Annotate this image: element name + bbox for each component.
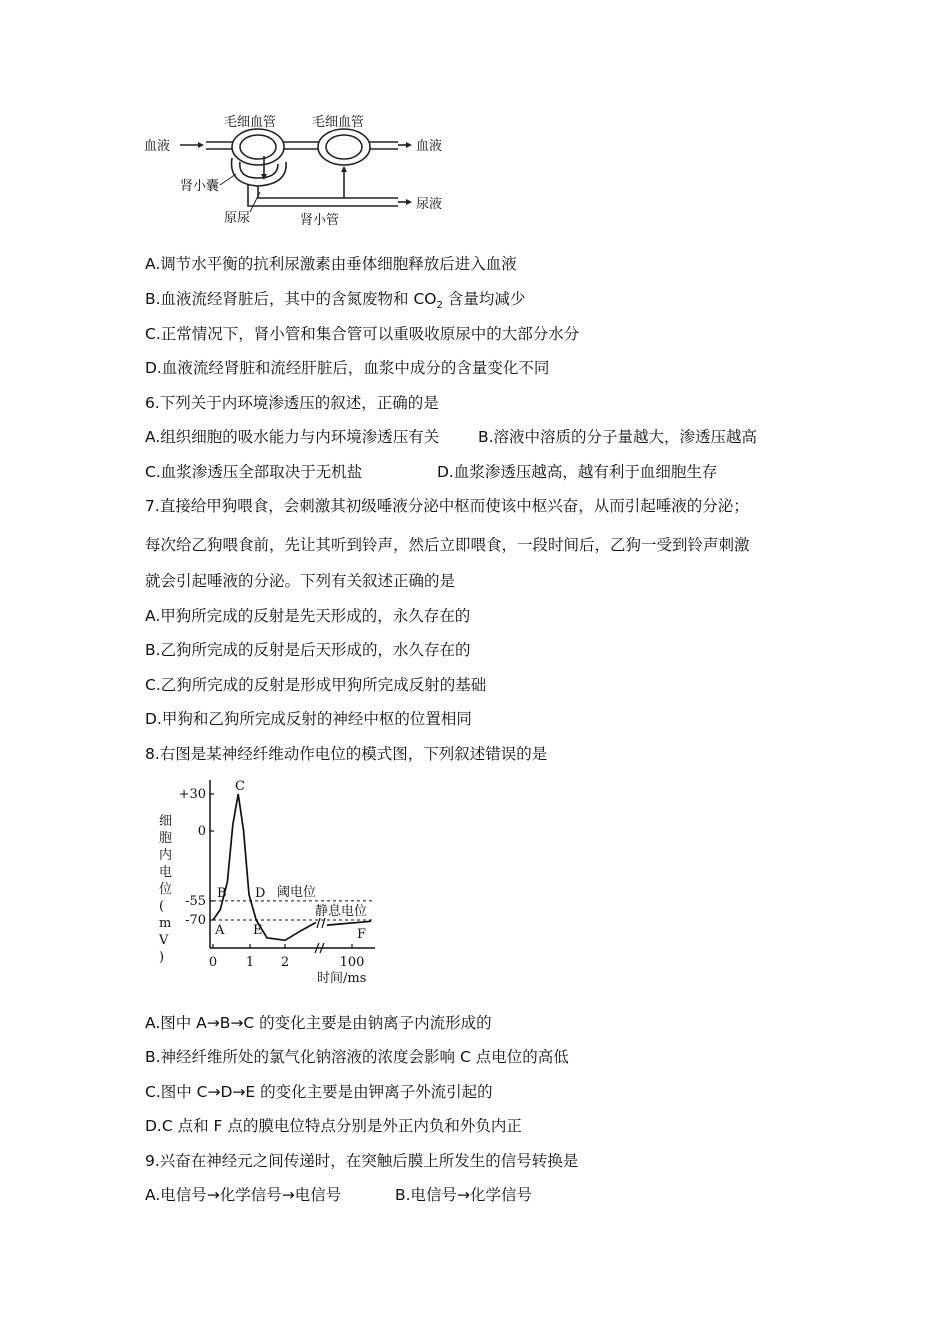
label-blood-out: 血液 bbox=[416, 139, 443, 154]
chart-ylabel-char: 胞 bbox=[159, 831, 173, 846]
q7-option-a: A.甲狗所完成的反射是先天形成的，永久存在的 bbox=[145, 607, 471, 625]
renal-tubule-bottom bbox=[248, 184, 398, 206]
point-label-e: E bbox=[253, 923, 263, 938]
chart-ticks bbox=[178, 787, 368, 970]
q7-option-c: C.乙狗所完成的反射是形成甲狗所完成反射的基础 bbox=[145, 676, 487, 694]
chart-ylabel-char: 电 bbox=[159, 865, 173, 880]
renal-tubule-top bbox=[258, 186, 398, 198]
point-label-f: F bbox=[357, 927, 367, 942]
q5-option-b-text: B.血液流经肾脏后，其中的含氮废物和 CO bbox=[145, 290, 437, 308]
q8-option-b: B.神经纤维所处的氯气化钠溶液的浓度会影响 C 点电位的高低 bbox=[145, 1048, 569, 1066]
chart-ylabel-char: 位 bbox=[159, 882, 173, 897]
label-tubule: 肾小管 bbox=[300, 213, 340, 228]
label-capillary-1: 毛细血管 bbox=[224, 115, 277, 130]
q8-option-c: C.图中 C→D→E 的变化主要是由钾离子外流引起的 bbox=[145, 1083, 493, 1101]
q7-stem-line-1: 7.直接给甲狗喂食，会刺激其初级唾液分泌中枢而使该中枢兴奋，从而引起唾液的分泌； bbox=[145, 497, 749, 515]
chart-ylabel-char: m bbox=[159, 916, 172, 931]
reference-line-label: 静息电位 bbox=[315, 904, 368, 919]
q6-option-d: D.血浆渗透压越高，越有利于血细胞生存 bbox=[437, 463, 718, 481]
q8-option-a: A.图中 A→B→C 的变化主要是由钠离子内流形成的 bbox=[145, 1014, 492, 1032]
label-blood-in: 血液 bbox=[144, 139, 171, 154]
q7-stem-line-2: 每次给乙狗喂食前，先让其听到铃声，然后立即喂食，一段时间后，乙狗一受到铃声刺激 bbox=[145, 536, 750, 554]
q9-stem: 9.兴奋在神经元之间传递时，在突触后膜上所发生的信号转换是 bbox=[145, 1152, 579, 1170]
reference-line-label: 阈电位 bbox=[277, 884, 317, 900]
chart-ylabel-char: 细 bbox=[159, 814, 173, 829]
q5-option-b bbox=[145, 287, 525, 311]
y-tick-label: -70 bbox=[185, 913, 206, 928]
q7-option-b: B.乙狗所完成的反射是后天形成的，水久存在的 bbox=[145, 641, 471, 659]
point-label-a: A bbox=[215, 923, 225, 938]
label-capillary-2: 毛细血管 bbox=[312, 115, 365, 130]
q8-option-d: D.C 点和 F 点的膜电位特点分别是外正内负和外负内正 bbox=[145, 1117, 522, 1135]
q6-option-a: A.组织细胞的吸水能力与内环境渗透压有关 bbox=[145, 428, 440, 446]
capillary-loop-1-inner bbox=[240, 135, 276, 159]
y-tick-label: -55 bbox=[185, 893, 206, 909]
primary-urine-leader bbox=[250, 192, 260, 212]
chart-xlabel: 时间/ms bbox=[317, 971, 367, 986]
q5-option-c: C.正常情况下，肾小管和集合管可以重吸收原尿中的大部分水分 bbox=[145, 325, 580, 343]
q6-option-b: B.溶液中溶质的分子量越大，渗透压越高 bbox=[478, 428, 758, 446]
x-tick-label: 1 bbox=[245, 955, 255, 970]
point-label-c: C bbox=[235, 779, 245, 794]
q7-stem-line-3: 就会引起唾液的分泌。下列有关叙述正确的是 bbox=[145, 572, 456, 590]
q9-option-a: A.电信号→化学信号→电信号 bbox=[145, 1186, 342, 1204]
point-label-b: B bbox=[217, 886, 227, 901]
chart-ylabel bbox=[158, 814, 172, 965]
q6-stem: 6.下列关于内环境渗透压的叙述，正确的是 bbox=[145, 394, 439, 412]
action-potential-chart bbox=[145, 770, 395, 995]
x-tick-label: 2 bbox=[280, 955, 290, 970]
capillary-loop-2-inner bbox=[326, 135, 362, 159]
chart-ylabel-char: V bbox=[159, 933, 169, 948]
urine-out-arrowhead bbox=[406, 199, 412, 205]
x-tick-label: 0 bbox=[208, 955, 218, 970]
chart-reference-lines bbox=[213, 884, 373, 920]
q6-option-c: C.血浆渗透压全部取决于无机盐 bbox=[145, 463, 363, 481]
y-tick-label: 0 bbox=[197, 824, 206, 839]
q5-option-b-text-end: 含量均减少 bbox=[442, 290, 526, 308]
x-tick-label: 100 bbox=[339, 955, 365, 970]
q5-option-a: A.调节水平衡的抗利尿激素由垂体细胞释放后进入血液 bbox=[145, 255, 517, 273]
q5-option-b-subscript: 2 bbox=[436, 300, 443, 312]
q5-option-d: D.血液流经肾脏和流经肝脏后，血浆中成分的含量变化不同 bbox=[145, 359, 550, 377]
blood-in-arrowhead bbox=[198, 142, 204, 148]
reabsorption-arrowhead bbox=[341, 166, 347, 172]
chart-ylabel-char: ) bbox=[159, 950, 165, 965]
chart-ylabel-char: ( bbox=[159, 899, 165, 914]
label-capsule: 肾小囊 bbox=[180, 179, 220, 194]
q8-stem: 8.右图是某神经纤维动作电位的模式图，下列叙述错误的是 bbox=[145, 745, 548, 763]
capsule-leader bbox=[220, 174, 236, 185]
q7-option-d: D.甲狗和乙狗所完成反射的神经中枢的位置相同 bbox=[145, 710, 472, 728]
kidney-diagram bbox=[140, 112, 470, 232]
q9-option-b: B.电信号→化学信号 bbox=[395, 1186, 533, 1204]
point-label-d: D bbox=[255, 886, 266, 901]
blood-out-arrowhead bbox=[406, 142, 412, 148]
chart-ylabel-char: 内 bbox=[159, 848, 173, 863]
label-primary-urine: 原尿 bbox=[224, 211, 251, 226]
y-tick-label: +30 bbox=[178, 787, 206, 802]
label-urine: 尿液 bbox=[416, 197, 443, 212]
